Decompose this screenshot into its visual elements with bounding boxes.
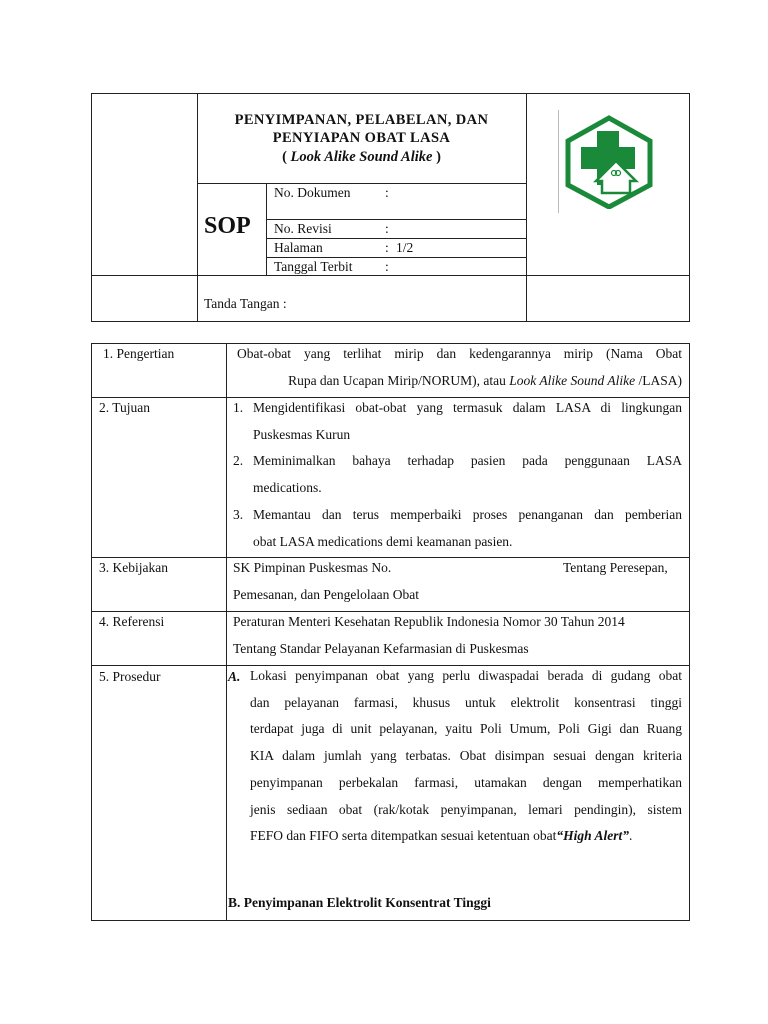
logo-separator: [558, 110, 559, 213]
row-label-prosedur: 5. Prosedur: [99, 669, 161, 684]
field-divider-3: [266, 257, 526, 258]
list-item: Meminimalkan bahaya terhadap pasien pada penggunaan LASA medications.: [253, 453, 682, 495]
row-label-kebijakan: 3. Kebijakan: [99, 560, 168, 575]
pengertian-text: [237, 341, 682, 394]
prosedur-a-text: Lokasi penyimpanan obat yang perlu diwaspadai berada di gudang obat dan pelayanan farmasi, khusus untuk elektrolit konsentrasi tinggi terdapat juga di unit pelayanan, yaitu Poli Umum, Poli Gigi dan Ruang KIA dalam jumlah yang terbatas. Obat disimpan sesuai dengan kriteria penyimpanan perbekalan farmasi, utamakan dengan memperhatikan jenis sediaan obat (rak/kotak penyimpanan, lemari pendingin), sistem FEFO dan FIFO serta ditempatkan sesuai ketentuan obat“High Alert”.: [250, 668, 682, 844]
field-label-no-revisi: No. Revisi: [274, 221, 332, 236]
title-divider: [197, 183, 526, 184]
list-number: 2.: [233, 453, 244, 468]
table-border-left: [91, 343, 92, 921]
header-col-divider-2: [526, 93, 527, 322]
referensi-line1: Peraturan Menteri Kesehatan Republik Indonesia Nomor 30 Tahun 2014: [233, 614, 625, 629]
list-item: Mengidentifikasi obat-obat yang termasuk dalam LASA di lingkungan Puskesmas Kurun: [253, 400, 682, 442]
header-border-right: [689, 93, 690, 322]
field-label-tanggal-terbit: Tanggal Terbit: [274, 259, 353, 274]
puskesmas-logo: [564, 115, 654, 209]
table-col-divider: [226, 343, 227, 921]
table-border-bottom: [91, 920, 690, 921]
kebijakan-line1a: SK Pimpinan Puskesmas No.: [233, 560, 392, 575]
row-label-referensi: 4. Referensi: [99, 614, 165, 629]
sop-label: SOP: [204, 213, 251, 239]
field-sep: :: [385, 185, 389, 200]
kebijakan-line1b: Tentang Peresepan,: [563, 560, 668, 575]
pengertian-line2: Rupa dan Ucapan Mirip/NORUM), atau Look Alike Sound Alike /LASA): [288, 372, 682, 388]
referensi-line2: Tentang Standar Pelayanan Kefarmasian di Puskesmas: [233, 641, 529, 656]
field-sep: :: [385, 240, 389, 255]
row-divider: [91, 611, 690, 612]
header-divider: [91, 275, 690, 276]
pengertian-line1: Obat-obat yang terlihat mirip dan kedengarannya mirip (Nama Obat: [237, 346, 682, 361]
list-item: Memantau dan terus memperbaiki proses penanganan dan pemberian obat LASA medications demi keamanan pasien.: [253, 507, 682, 549]
row-label-pengertian: 1. Pengertian: [103, 346, 175, 361]
field-sep: :: [385, 259, 389, 274]
row-divider: [91, 557, 690, 558]
field-sep: :: [385, 221, 389, 236]
document-title-line2: PENYIAPAN OBAT LASA: [272, 130, 451, 146]
table-border-right: [689, 343, 690, 921]
header-border-top: [91, 93, 690, 94]
header-border-bottom: [91, 321, 690, 322]
field-label-no-dokumen: No. Dokumen: [274, 185, 351, 200]
list-number: 1.: [233, 400, 244, 415]
field-value-halaman: 1/2: [396, 240, 414, 255]
field-divider-1: [266, 219, 526, 220]
signature-label: Tanda Tangan :: [204, 296, 287, 311]
prosedur-marker-a: A.: [228, 669, 241, 684]
sop-divider: [266, 183, 267, 275]
kebijakan-line2: Pemesanan, dan Pengelolaan Obat: [233, 587, 419, 602]
prosedur-heading-b: B. Penyimpanan Elektrolit Konsentrat Tinggi: [228, 895, 491, 910]
header-border-left: [91, 93, 92, 322]
list-number: 3.: [233, 507, 244, 522]
document-title-line3: ( Look Alike Sound Alike ): [282, 149, 441, 165]
field-label-halaman: Halaman: [274, 240, 323, 255]
row-label-tujuan: 2. Tujuan: [99, 400, 151, 415]
field-divider-2: [266, 238, 526, 239]
document-title-line1: PENYIMPANAN, PELABELAN, DAN: [234, 112, 489, 128]
